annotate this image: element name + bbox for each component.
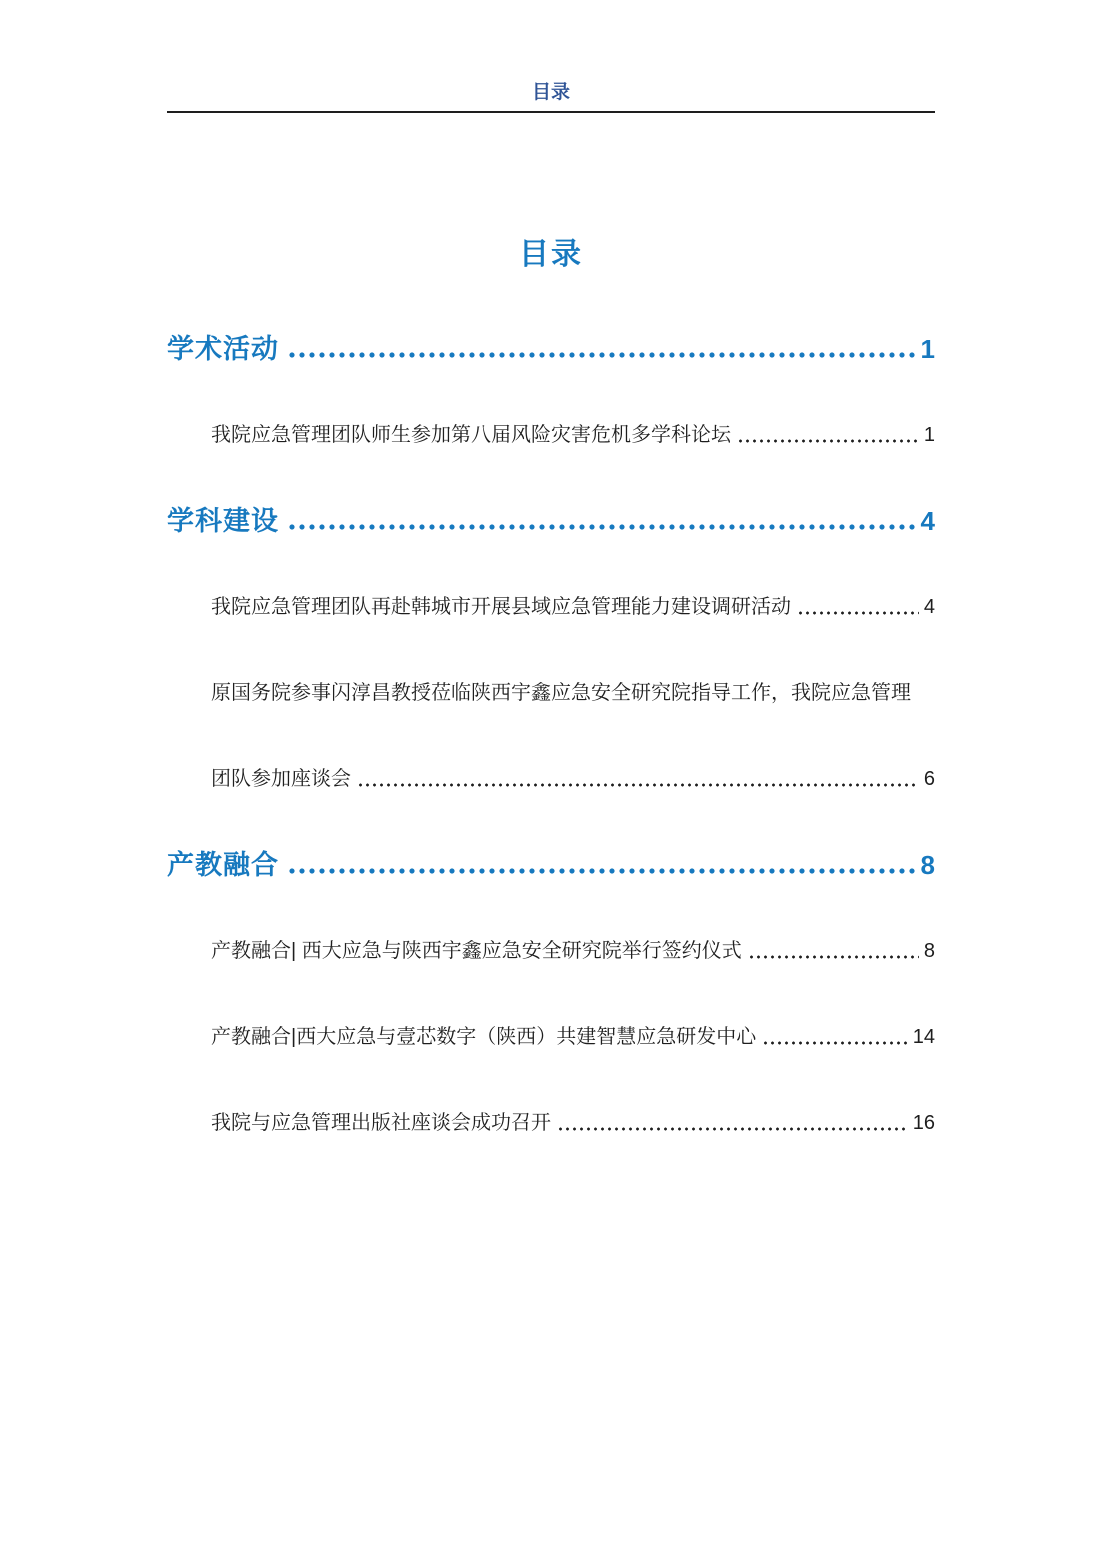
dot-leader — [748, 955, 919, 959]
toc-section-discipline-construction[interactable] — [167, 504, 935, 538]
toc-page-number: 14 — [912, 1026, 935, 1048]
running-header-title: 目录 — [167, 80, 935, 113]
toc-entry-label: 我院应急管理团队再赴韩城市开展县域应急管理能力建设调研活动 — [211, 596, 791, 618]
toc-entry-hancheng-research[interactable] — [167, 590, 935, 624]
toc-entry-label: 我院与应急管理出版社座谈会成功召开 — [211, 1112, 551, 1134]
page-title: 目录 — [519, 238, 583, 271]
toc-entry-shanchunchang-line1[interactable] — [167, 676, 935, 710]
dot-leader — [797, 611, 919, 615]
table-of-contents — [167, 332, 935, 1140]
toc-entry-smart-emergency-center[interactable] — [167, 1020, 935, 1054]
toc-entry-signing-ceremony[interactable] — [167, 934, 935, 968]
dot-leader — [287, 868, 918, 874]
toc-page-number: 8 — [923, 940, 935, 962]
dot-leader — [357, 783, 919, 787]
dot-leader — [287, 352, 918, 358]
toc-entry-label: 团队参加座谈会 — [211, 768, 351, 790]
toc-entry-label: 学科建设 — [167, 506, 279, 536]
toc-page-number: 4 — [923, 596, 935, 618]
running-header — [167, 0, 935, 113]
dot-leader — [557, 1127, 908, 1131]
toc-page-number: 1 — [923, 424, 935, 446]
toc-entry-label: 产教融合 — [167, 850, 279, 880]
dot-leader — [762, 1041, 908, 1045]
toc-entry-label: 产教融合| 西大应急与陕西宇鑫应急安全研究院举行签约仪式 — [211, 940, 742, 962]
toc-page-number: 6 — [923, 768, 935, 790]
toc-entry-label: 我院应急管理团队师生参加第八届风险灾害危机多学科论坛 — [211, 424, 731, 446]
toc-entry-label: 学术活动 — [167, 334, 279, 364]
page-content — [167, 0, 935, 1140]
toc-entry-forum[interactable] — [167, 418, 935, 452]
dot-leader — [287, 524, 918, 530]
toc-section-academic-activities[interactable] — [167, 332, 935, 366]
toc-page-number: 16 — [912, 1112, 935, 1134]
toc-section-industry-education[interactable] — [167, 848, 935, 882]
toc-page-number: 4 — [920, 506, 935, 536]
toc-entry-label: 产教融合|西大应急与壹芯数字（陕西）共建智慧应急研发中心 — [211, 1026, 757, 1048]
toc-page-number: 1 — [920, 334, 935, 364]
toc-entry-shanchunchang-line2[interactable] — [167, 762, 935, 796]
toc-page-number: 8 — [920, 850, 935, 880]
toc-entry-label: 原国务院参事闪淳昌教授莅临陕西宇鑫应急安全研究院指导工作，我院应急管理 — [211, 682, 911, 704]
toc-entry-press-symposium[interactable] — [167, 1106, 935, 1140]
dot-leader — [737, 439, 919, 443]
